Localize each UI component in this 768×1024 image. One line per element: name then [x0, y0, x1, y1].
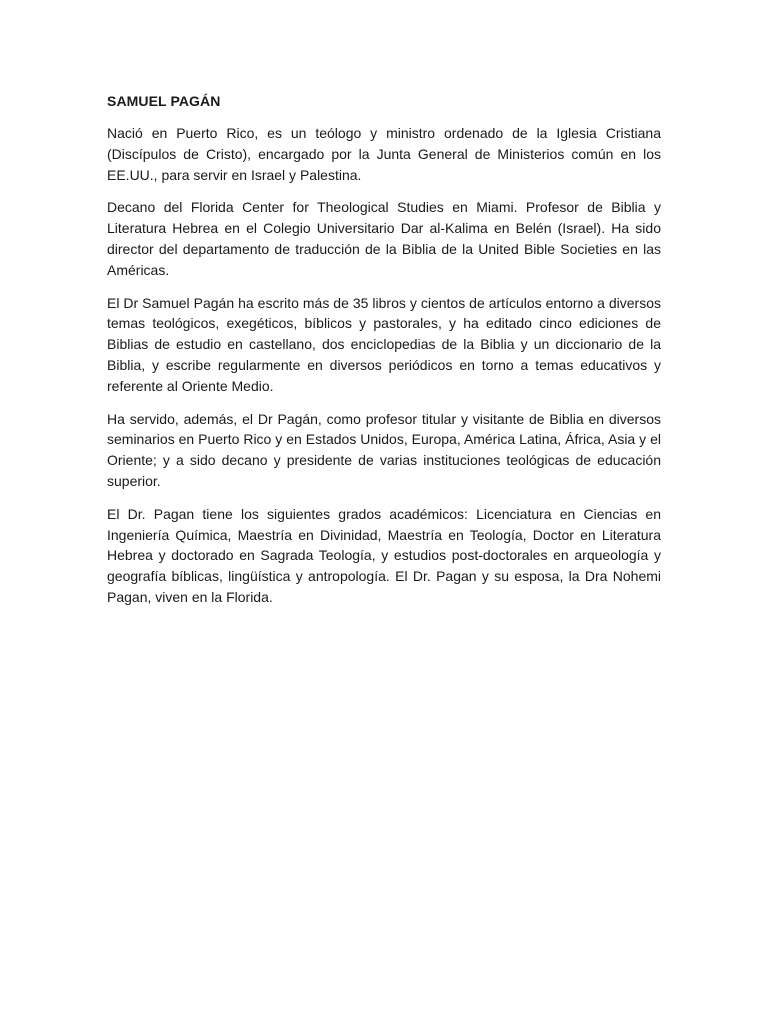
paragraph-teaching: Ha servido, además, el Dr Pagán, como profesor titular y visitante de Biblia en diversos seminarios en Puerto Rico y en Estados Unidos, Europa, América Latina, África, Asia y el Oriente; y a sido decano y presidente de varias instituciones teológicas de educación superior.: [107, 410, 661, 489]
paragraph-publications: El Dr Samuel Pagán ha escrito más de 35 libros y cientos de artículos entorno a diversos temas teológicos, exegéticos, bíblicos y pastorales, y ha editado cinco ediciones de Biblias de estudio en castellano, dos enciclopedias de la Biblia y un diccionario de la Biblia, y escribe regularmente en diversos periódicos en torno a temas educativos y referente al Oriente Medio.: [107, 294, 661, 394]
paragraph-degrees: El Dr. Pagan tiene los siguientes grados académicos: Licenciatura en Ciencias en Ingeniería Química, Maestría en Divinidad, Maestría en Teología, Doctor en Literatura Hebrea y doctorado en Sagrada Teología, y estudios post-doctorales en arqueología y geografía bíblicas, lingüística y antropología. El Dr. Pagan y su esposa, la Dra Nohemi Pagan, viven en la Florida.: [107, 505, 661, 605]
paragraph-positions: Decano del Florida Center for Theological Studies en Miami. Profesor de Biblia y Literatura Hebrea en el Colegio Universitario Dar al-Kalima en Belén (Israel). Ha sido director del departamento de traducción de la Biblia de la United Bible Societies en las Américas.: [107, 199, 661, 278]
paragraph-birth: Nació en Puerto Rico, es un teólogo y ministro ordenado de la Iglesia Cristiana (Discípulos de Cristo), encargado por la Junta General de Ministerios común en los EE.UU., para servir en Israel y Palestina.: [107, 125, 661, 183]
document-title: SAMUEL PAGÁN: [107, 93, 221, 109]
document-page: [107, 91, 661, 620]
